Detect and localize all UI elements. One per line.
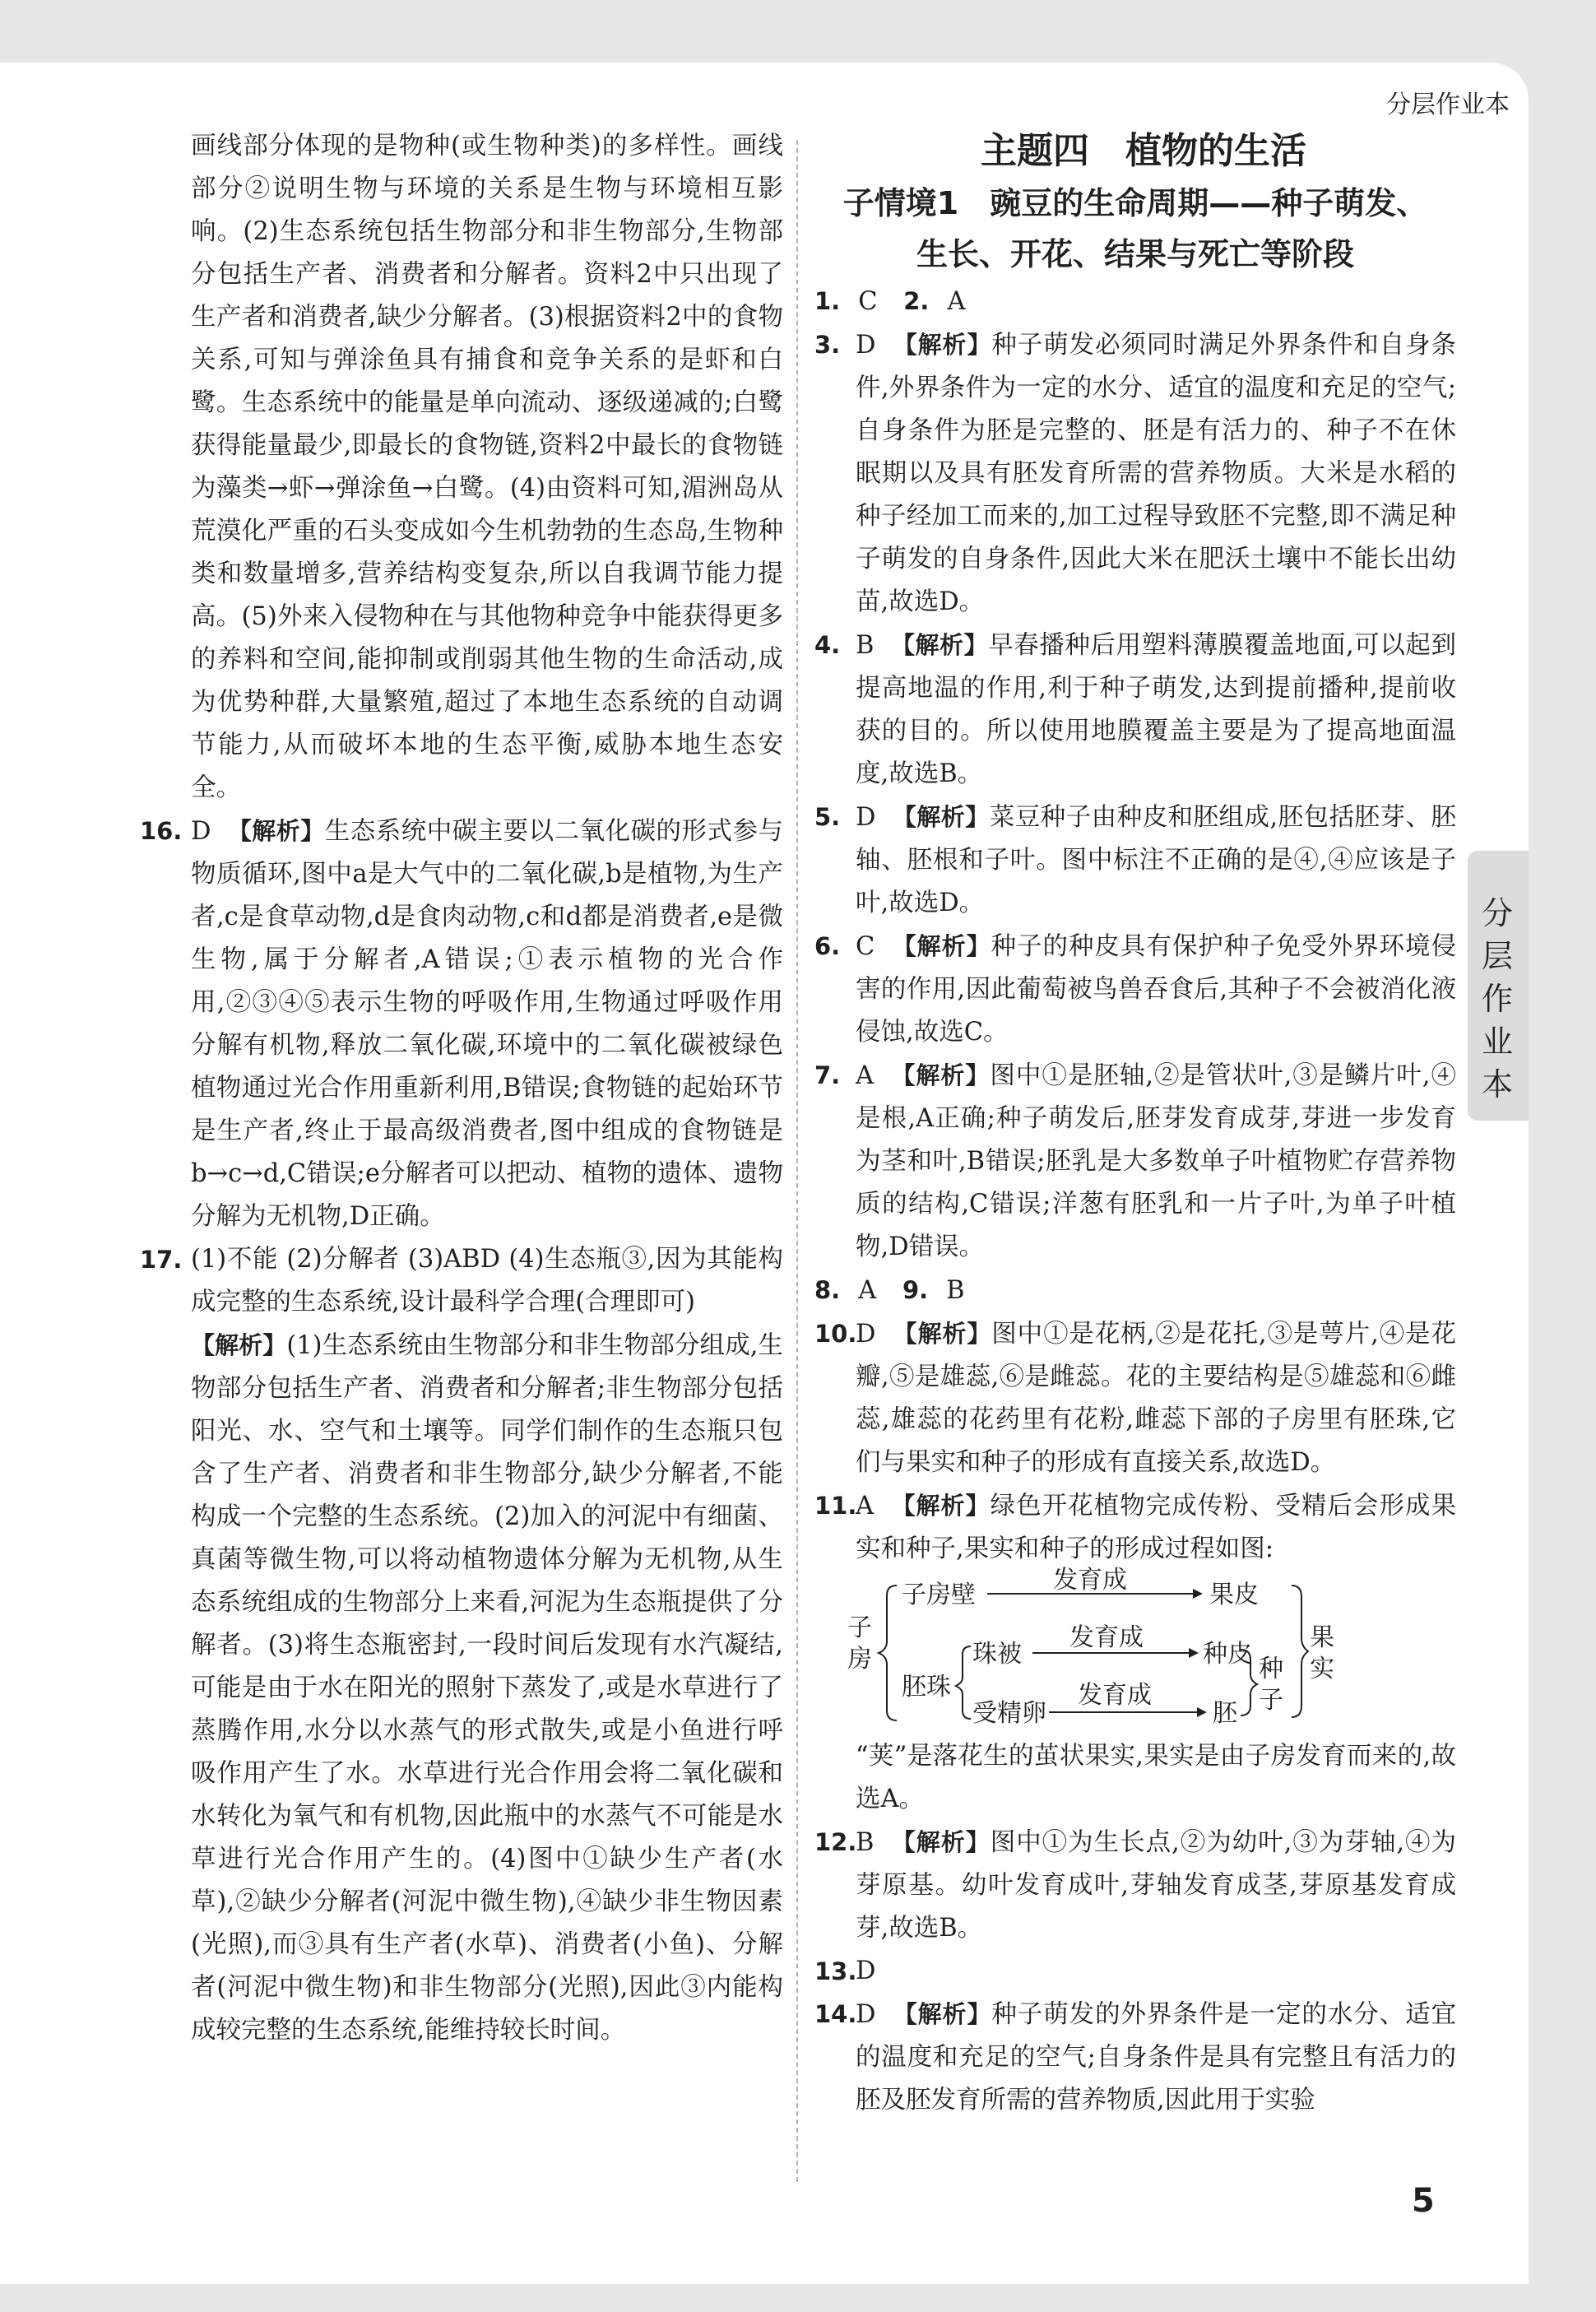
ovary-label-2: 房 — [847, 1645, 872, 1674]
analysis-tag: 【解析】 — [891, 1061, 991, 1089]
analysis-tag: 【解析】 — [893, 331, 992, 359]
analysis-text: 菜豆种子由种皮和胚组成,胚包括胚芽、胚轴、胚根和子叶。图中标注不正确的是④,④应该是子叶,故选D。 — [856, 803, 1456, 917]
question-number: 17. — [140, 1246, 183, 1274]
question-4 — [814, 624, 1456, 796]
question-number: 4. — [814, 631, 841, 659]
question-number: 6. — [814, 932, 841, 960]
analysis-tag: 【解析】 — [892, 932, 991, 960]
answer: A — [947, 287, 966, 316]
question-12 — [814, 1821, 1456, 1950]
develop-label-2: 发育成 — [1069, 1623, 1144, 1652]
question-number: 5. — [814, 803, 841, 831]
embryo: 胚 — [1213, 1699, 1237, 1728]
analysis-tag: 【解析】 — [893, 2000, 992, 2028]
analysis-text: 图中①是花柄,②是花托,③是萼片,④是花瓣,⑤是雄蕊,⑥是雌蕊。花的主要结构是⑤雄蕊和⑥雌蕊,雄蕊的花药里有花粉,雌蕊下部的子房里有胚珠,它们与果实和种子的形成有直接关系,故选D。 — [856, 1320, 1456, 1477]
question-number: 16. — [140, 817, 183, 845]
analysis-text: 绿色开花植物完成传粉、受精后会形成果实和种子,果实和种子的形成过程如图: — [856, 1492, 1457, 1563]
question-7 — [814, 1054, 1456, 1269]
question-number: 7. — [814, 1061, 841, 1089]
sub-title-line1: 子情境1 豌豆的生命周期——种子萌发、 — [842, 185, 1428, 221]
analysis-text: 早春播种后用塑料薄膜覆盖地面,可以起到提高地温的作用,利于种子萌发,达到提前播种,提前收获的目的。所以使用地膜覆盖主要是为了提高地面温度,故选B。 — [856, 631, 1456, 788]
answer: D — [191, 817, 211, 846]
develop-label-3: 发育成 — [1078, 1681, 1152, 1710]
answer: C — [858, 287, 878, 316]
analysis-text-after: “荚”是落花生的茧状果实,果实是由子房发育而来的,故选A。 — [856, 1742, 1456, 1813]
question-11 — [814, 1484, 1456, 1821]
answer: A — [856, 1061, 875, 1090]
answer: A — [858, 1276, 877, 1305]
answer: D — [856, 803, 876, 832]
answer: B — [856, 1828, 875, 1857]
fruit-label-2: 实 — [1310, 1655, 1334, 1683]
seed-label-1: 种 — [1259, 1655, 1283, 1683]
question-17 — [140, 1238, 783, 2052]
question-number: 8. — [814, 1276, 841, 1304]
page-number: 5 — [1412, 2182, 1435, 2220]
continuation-text: 画线部分体现的是物种(或生物种类)的多样性。画线部分②说明生物与环境的关系是生物与环境相互影响。(2)生态系统包括生物部分和非生物部分,生物部分包括生产者、消费者和分解者。资料2中只出现了生产者和消费者,缺少分解者。(3)根据资料2中的食物关系,可知与弹涂鱼具有捕食和竞争关系的是虾和白鹭。生态系统中的能量是单向流动、逐级递减的;白鹭获得能量最少,即最长的食物链,资料2中最长的食物链为藻类→虾→弹涂鱼→白鹭。(4)由资料可知,湄洲岛从荒漠化严重的石头变成如今生机勃勃的生态岛,生物种类和数量增多,营养结构变复杂,所以自我调节能力提高。(5)外来入侵物种在与其他物种竞争中能获得更多的养料和空间,能抑制或削弱其他生物的生命活动,成为优势种群,大量繁殖,超过了本地生态系统的自动调节能力,从而破坏本地的生态平衡,威胁本地生态安全。 — [191, 132, 783, 802]
answer: B — [856, 631, 875, 660]
question-5 — [814, 796, 1456, 925]
question-16 — [140, 810, 783, 1238]
question-number: 2. — [903, 287, 930, 315]
seed-label-2: 子 — [1259, 1686, 1283, 1715]
column-divider — [796, 140, 798, 2182]
answer: A — [856, 1492, 875, 1520]
pericarp: 果皮 — [1209, 1581, 1259, 1609]
header-title: 分层作业本 — [1386, 91, 1510, 119]
sub-title-line2: 生长、开花、结果与死亡等阶段 — [916, 236, 1354, 272]
left-column — [140, 125, 783, 2052]
analysis-text: 种子的种皮具有保护种子免受外界环境侵害的作用,因此葡萄被鸟兽吞食后,其种子不会被消化液侵蚀,故选C。 — [856, 932, 1456, 1047]
ovary-wall: 子房壁 — [902, 1581, 976, 1609]
question-number: 1. — [814, 287, 841, 315]
fruit-label-1: 果 — [1310, 1623, 1334, 1652]
analysis-text: 生态系统中碳主要以二氧化碳的形式参与物质循环,图中a是大气中的二氧化碳,b是植物,为生产者,c是食草动物,d是食肉动物,c和d都是消费者,e是微生物,属于分解者,A错误;①表示植物的光合作用,②③④⑤表示生物的呼吸作用,生物通过呼吸作用分解有机物,释放二氧化碳,环境中的二氧化碳被绿色植物通过光合作用重新利用,B错误;食物链的起始环节是生产者,终止于最高级消费者,图中组成的食物链是b→c→d,C错误;e分解者可以把动、植物的遗体、遗物分解为无机物,D正确。 — [191, 817, 783, 1231]
fruit-formation-diagram — [847, 1566, 1456, 1735]
ovary-label-1: 子 — [847, 1613, 872, 1642]
ovule: 胚珠 — [902, 1673, 951, 1702]
question-number: 11. — [814, 1492, 857, 1520]
answer: D — [856, 2000, 876, 2029]
analysis-text: 种子萌发必须同时满足外界条件和自身条件,外界条件为一定的水分、适宜的温度和充足的空气;自身条件为胚是完整的、胚是有活力的、种子不在休眠期以及具有胚发育所需的营养物质。大米是水稻的种子经加工而来的,加工过程导致胚不完整,即不满足种子萌发的自身条件,因此大米在肥沃土壤中不能长出幼苗,故选D。 — [856, 331, 1457, 616]
answer: (1)不能 (2)分解者 (3)ABD (4)生态瓶③,因为其能构成完整的生态系统,设计最科学合理(合理即可) — [191, 1245, 783, 1316]
question-3 — [814, 323, 1456, 624]
analysis-tag: 【解析】 — [892, 803, 990, 831]
question-number: 14. — [814, 2000, 857, 2028]
question-number: 12. — [814, 1828, 857, 1856]
analysis-tag: 【解析】 — [890, 631, 989, 659]
section-title: 主题四 植物的生活 — [981, 130, 1306, 172]
seed-coat: 种皮 — [1203, 1640, 1252, 1669]
analysis-tag: 【解析】 — [191, 1331, 287, 1359]
analysis-tag: 【解析】 — [893, 1320, 992, 1348]
question-number: 10. — [814, 1320, 857, 1348]
question-6 — [814, 925, 1456, 1054]
question-number: 13. — [814, 1957, 857, 1985]
zygote: 受精卵 — [972, 1699, 1046, 1728]
question-number: 3. — [814, 331, 841, 359]
answer: D — [856, 1957, 876, 1985]
analysis-text: 图中①是胚轴,②是管状叶,③是鳞片叶,④是根,A正确;种子萌发后,胚芽发育成芽,芽进一步发育为茎和叶,B错误;胚乳是大多数单子叶植物贮存营养物质的结构,C错误;洋葱有胚乳和一片子叶,为单子叶植物,D错误。 — [856, 1061, 1456, 1261]
analysis-text: (1)生态系统由生物部分和非生物部分组成,生物部分包括生产者、消费者和分解者;非生物部分包括阳光、水、空气和土壤等。同学们制作的生态瓶只包含了生产者、消费者和非生物部分,缺少分解者,不能构成一个完整的生态系统。(2)加入的河泥中有细菌、真菌等微生物,可以将动植物遗体分解为无机物,从生态系统组成的生物部分上来看,河泥为生态瓶提供了分解者。(3)将生态瓶密封,一段时间后发现有水汽凝结,可能是由于水在阳光的照射下蒸发了,或是水草进行了蒸腾作用,水分以水蒸气的形式散失,或是小鱼进行呼吸作用产生了水。水草进行光合作用会将二氧化碳和水转化为氧气和有机物,因此瓶中的水蒸气不可能是水草进行光合作用产生的。(4)图中①缺少生产者(水草),②缺少分解者(河泥中微生物),④缺少非生物因素(光照),而③具有生产者(水草)、消费者(小鱼)、分解者(河泥中微生物)和非生物部分(光照),因此③内能构成较完整的生态系统,能维持较长时间。 — [191, 1331, 783, 2045]
analysis-tag: 【解析】 — [891, 1492, 991, 1520]
analysis-text: 图中①为生长点,②为幼叶,③为芽轴,④为芽原基。幼叶发育成叶,芽轴发育成茎,芽原基发育成芽,故选B。 — [856, 1828, 1456, 1943]
answer: D — [856, 1320, 876, 1349]
question-14 — [814, 1993, 1456, 2122]
answer: C — [856, 932, 875, 961]
right-column — [814, 125, 1456, 2122]
answer: B — [946, 1276, 965, 1305]
analysis-tag: 【解析】 — [227, 817, 325, 845]
analysis-tag: 【解析】 — [891, 1828, 991, 1856]
answers-8-9 — [814, 1269, 1456, 1312]
question-13 — [814, 1950, 1456, 1993]
integument: 珠被 — [972, 1640, 1022, 1669]
answer: D — [856, 331, 876, 360]
question-10 — [814, 1312, 1456, 1484]
answers-1-2 — [814, 280, 1456, 323]
analysis-text: 种子萌发的外界条件是一定的水分、适宜的温度和充足的空气;自身条件是具有完整且有活力的胚及胚发育所需的营养物质,因此用于实验 — [856, 2000, 1457, 2115]
develop-label-1: 发育成 — [1053, 1566, 1127, 1595]
question-number: 9. — [902, 1276, 929, 1304]
side-tab-label: 分层作业本 — [1481, 895, 1513, 1103]
